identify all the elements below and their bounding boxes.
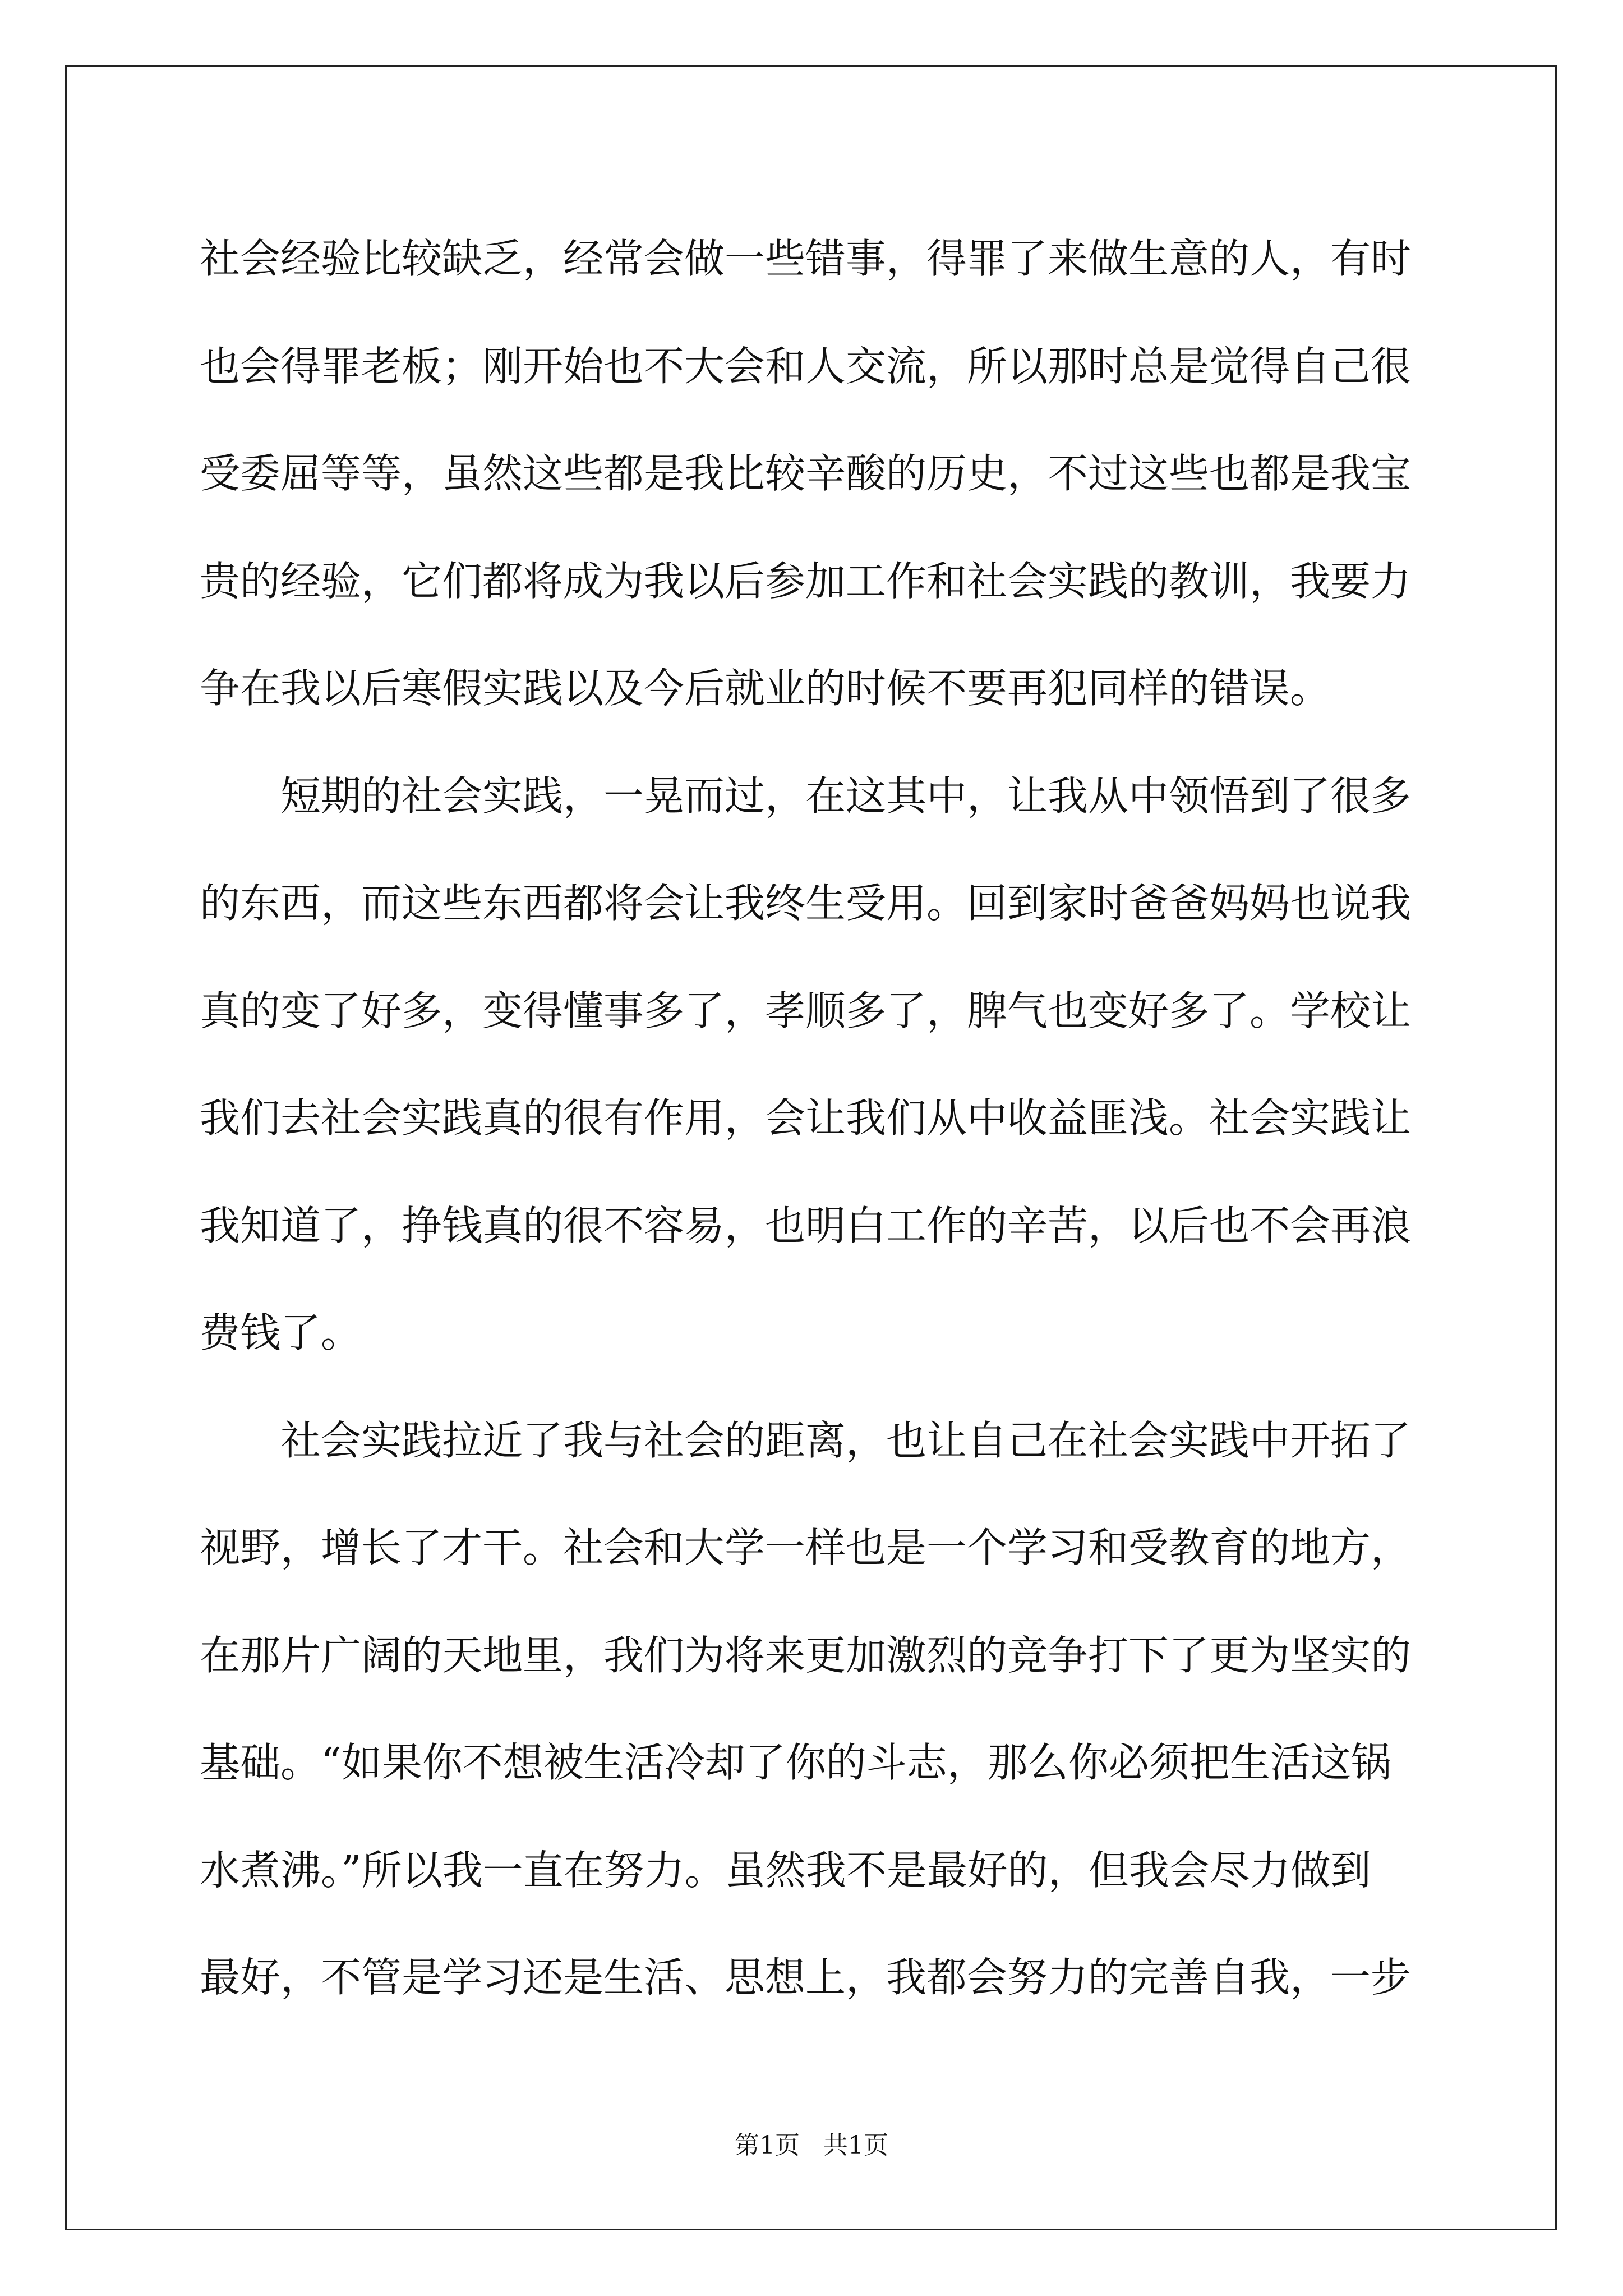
text-line: 水煮沸。”所以我一直在努力。虽然我不是最好的，但我会尽力做到 bbox=[200, 1846, 1371, 1894]
text-line: 争在我以后寒假实践以及今后就业的时候不要再犯同样的错误。 bbox=[200, 665, 1331, 712]
document-body bbox=[200, 205, 1428, 2032]
page-number-footer: 第1页 共1页 bbox=[735, 2131, 888, 2160]
text-line: 在那片广阔的天地里，我们为将来更加激烈的竞争打下了更为坚实的 bbox=[200, 1631, 1412, 1679]
text-line: 真的变了好多，变得懂事多了，孝顺多了，脾气也变好多了。学校让 bbox=[200, 987, 1412, 1034]
text-line: 社会实践拉近了我与社会的距离，也让自己在社会实践中开拓了 bbox=[200, 1416, 1412, 1464]
text-line: 受委屈等等，虽然这些都是我比较辛酸的历史，不过这些也都是我宝 bbox=[200, 450, 1412, 497]
text-line: 也会得罪老板；刚开始也不大会和人交流，所以那时总是觉得自己很 bbox=[200, 342, 1412, 390]
text-line: 短期的社会实践，一晃而过，在这其中，让我从中领悟到了很多 bbox=[200, 772, 1412, 820]
text-line: 费钱了。 bbox=[200, 1309, 362, 1356]
text-line: 基础。“如果你不想被生活冷却了你的斗志，那么你必须把生活这锅 bbox=[200, 1739, 1391, 1786]
text-line: 我知道了，挣钱真的很不容易，也明白工作的辛苦，以后也不会再浪 bbox=[200, 1202, 1412, 1249]
text-line: 最好，不管是学习还是生活、思想上，我都会努力的完善自我，一步 bbox=[200, 1954, 1412, 2001]
text-line: 的东西，而这些东西都将会让我终生受用。回到家时爸爸妈妈也说我 bbox=[200, 880, 1412, 927]
text-line: 社会经验比较缺乏，经常会做一些错事，得罪了来做生意的人，有时 bbox=[200, 235, 1412, 282]
paragraph bbox=[200, 743, 1428, 1387]
paragraph bbox=[200, 1387, 1428, 2032]
paragraph bbox=[200, 205, 1428, 743]
text-line: 我们去社会实践真的很有作用，会让我们从中收益匪浅。社会实践让 bbox=[200, 1094, 1412, 1142]
text-line: 视野，增长了才干。社会和大学一样也是一个学习和受教育的地方， bbox=[200, 1524, 1412, 1571]
text-line: 贵的经验，它们都将成为我以后参加工作和社会实践的教训，我要力 bbox=[200, 557, 1412, 605]
